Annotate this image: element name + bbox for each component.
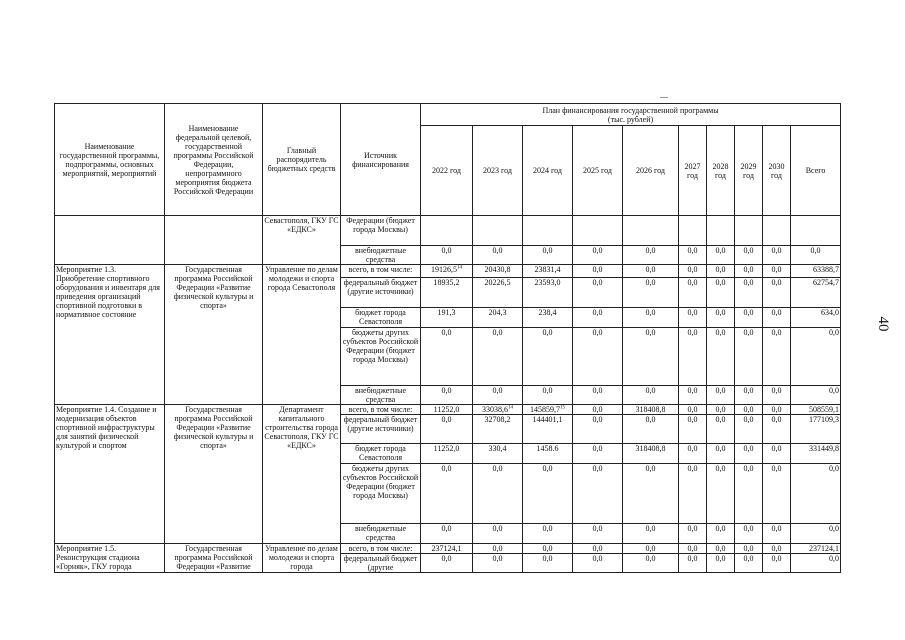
year-2028: 2028 год: [707, 126, 735, 216]
table-row: федеральный бюджет (другие источники) 0,0 32708,2 144401,1 0,0 0,0 0,0 0,0 0,0 0,0 177109,3: [55, 415, 841, 444]
cont-manager: Севастополя, ГКУ ГС «ЕДКС»: [263, 216, 341, 265]
header-federal: Наименование федеральной целевой, государственной программы Российской Федерации, непрограммного мероприятия бюджета Российской Федерации: [165, 104, 263, 216]
header-source: Источник финансирования: [341, 104, 421, 216]
table-row: внебюджетные средства 0,0 0,0 0,0 0,0 0,0 0,0 0,0 0,0 0,0 0,0: [55, 524, 841, 544]
year-2023: 2023 год: [473, 126, 523, 216]
table-row: бюджет города Севастополя 191,3 204,3 238,4 0,0 0,0 0,0 0,0 0,0 0,0 634,0: [55, 308, 841, 328]
m13-federal: Государственная программа Российской Федерации «Развитие физической культуры и спорта»: [165, 265, 263, 405]
m15-name: Мероприятие 1.5. Реконструкция стадиона «Горняк», ГКУ города: [55, 544, 165, 573]
table-row: бюджет города Севастополя 11252,0 330,4 1458.6 0,0 318408,8 0,0 0,0 0,0 0,0 331449,8: [55, 444, 841, 464]
table-row: бюджеты других субъектов Российской Федерации (бюджет города Москвы) 0,0 0,0 0,0 0,0 0,0 0,0 0,0 0,0 0,0 0,0: [55, 328, 841, 386]
m14-federal: Государственная программа Российской Федерации «Развитие физической культуры и спорта»: [165, 405, 263, 544]
header-row-1: [55, 104, 841, 126]
m14-manager: Департамент капитального строительства города Севастополя, ГКУ ГС «ЕДКС»: [263, 405, 341, 544]
header-plan: [421, 104, 841, 126]
year-2030: 2030 год: [763, 126, 791, 216]
year-2026: 2026 год: [623, 126, 679, 216]
plan-units: (тыс. рублей): [607, 114, 654, 124]
table-row: [55, 216, 841, 246]
cont-name-cell: [55, 216, 165, 265]
year-2025: 2025 год: [573, 126, 623, 216]
year-2022: 2022 год: [421, 126, 473, 216]
table-row: внебюджетные средства 0,0 0,0 0,0 0,0 0,0 0,0 0,0 0,0 0,0 0,0: [55, 386, 841, 405]
m15-federal: Государственная программа Российской Федерации «Развитие: [165, 544, 263, 573]
table-row: Мероприятие 1.3. Приобретение спортивного оборудования и инвентаря для приведения организаций спортивной подготовки в нормативное состояние Государственная программа Российской Федерации «Развитие физической культуры и спорта» Управление по делам молодежи и спорта города Севастополя всего, в том числе: 19126,5$^{14}$ 20430,8 23831,4 0,0 0,0 0,0 0,0 0,0 0,0 63388,7: [55, 265, 841, 278]
year-2027: 2027 год: [679, 126, 707, 216]
cont-source: Федерации (бюджет города Москвы): [341, 216, 421, 246]
financing-table: [54, 103, 841, 573]
m15-manager: Управление по делам молодежи и спорта города: [263, 544, 341, 573]
year-2029: 2029 год: [735, 126, 763, 216]
plan-title: План финансирования государственной программы: [542, 105, 719, 115]
table-row: федеральный бюджет (другие источники) 18935,2 20226,5 23593,0 0,0 0,0 0,0 0,0 0,0 0,0 62754,7: [55, 278, 841, 308]
header-name: Наименование государственной программы, подпрограммы, основных мероприятий, мероприятий: [55, 104, 165, 216]
year-2024: 2024 год: [523, 126, 573, 216]
header-total: Всего: [791, 126, 841, 216]
table-row: федеральный бюджет (другие 0,0 0,0 0,0 0,0 0,0 0,0 0,0 0,0 0,0 0,0: [55, 554, 841, 573]
table-row: Мероприятие 1.5. Реконструкция стадиона «Горняк», ГКУ города Государственная программа Российской Федерации «Развитие Управление по делам молодежи и спорта города всего, в том числе: 237124,1 0,0 0,0 0,0 0,0 0,0 0,0 0,0 0,0 237124,1: [56, 544, 840, 571]
table-row: внебюджетные средства 0,0 0,0 0,0 0,0 0,0 0,0 0,0 0,0 0,0 0,0: [55, 246, 841, 265]
page-number: 40: [875, 316, 891, 332]
m14-name: Мероприятие 1.4. Создание и модернизация объектов спортивной инфраструктуры для занятий физической культурой и спортом: [55, 405, 165, 544]
cont-source: внебюджетные средства: [341, 246, 421, 265]
table-row: Мероприятие 1.4. Создание и модернизация объектов спортивной инфраструктуры для занятий физической культурой и спортом Государственная программа Российской Федерации «Развитие физической культуры и спорта» Департамент капитального строительства города Севастополя, ГКУ ГС «ЕДКС» всего, в том числе: 11252,0 33038,6$^{14}$ 145859,7$^{15}$ 0,0 318408,8 0,0 0,0 0,0 0,0 508559,1: [55, 405, 841, 415]
m13-manager: Управление по делам молодежи и спорта города Севастополя: [263, 265, 341, 405]
scan-mark: [660, 97, 668, 98]
cont-federal-cell: [165, 216, 263, 265]
table-row: бюджеты других субъектов Российской Федерации (бюджет города Москвы) 0,0 0,0 0,0 0,0 0,0 0,0 0,0 0,0 0,0 0,0: [55, 464, 841, 524]
m13-name: Мероприятие 1.3. Приобретение спортивного оборудования и инвентаря для приведения организаций спортивной подготовки в нормативное состояние: [55, 265, 165, 405]
header-manager: Главный распорядитель бюджетных средств: [263, 104, 341, 216]
